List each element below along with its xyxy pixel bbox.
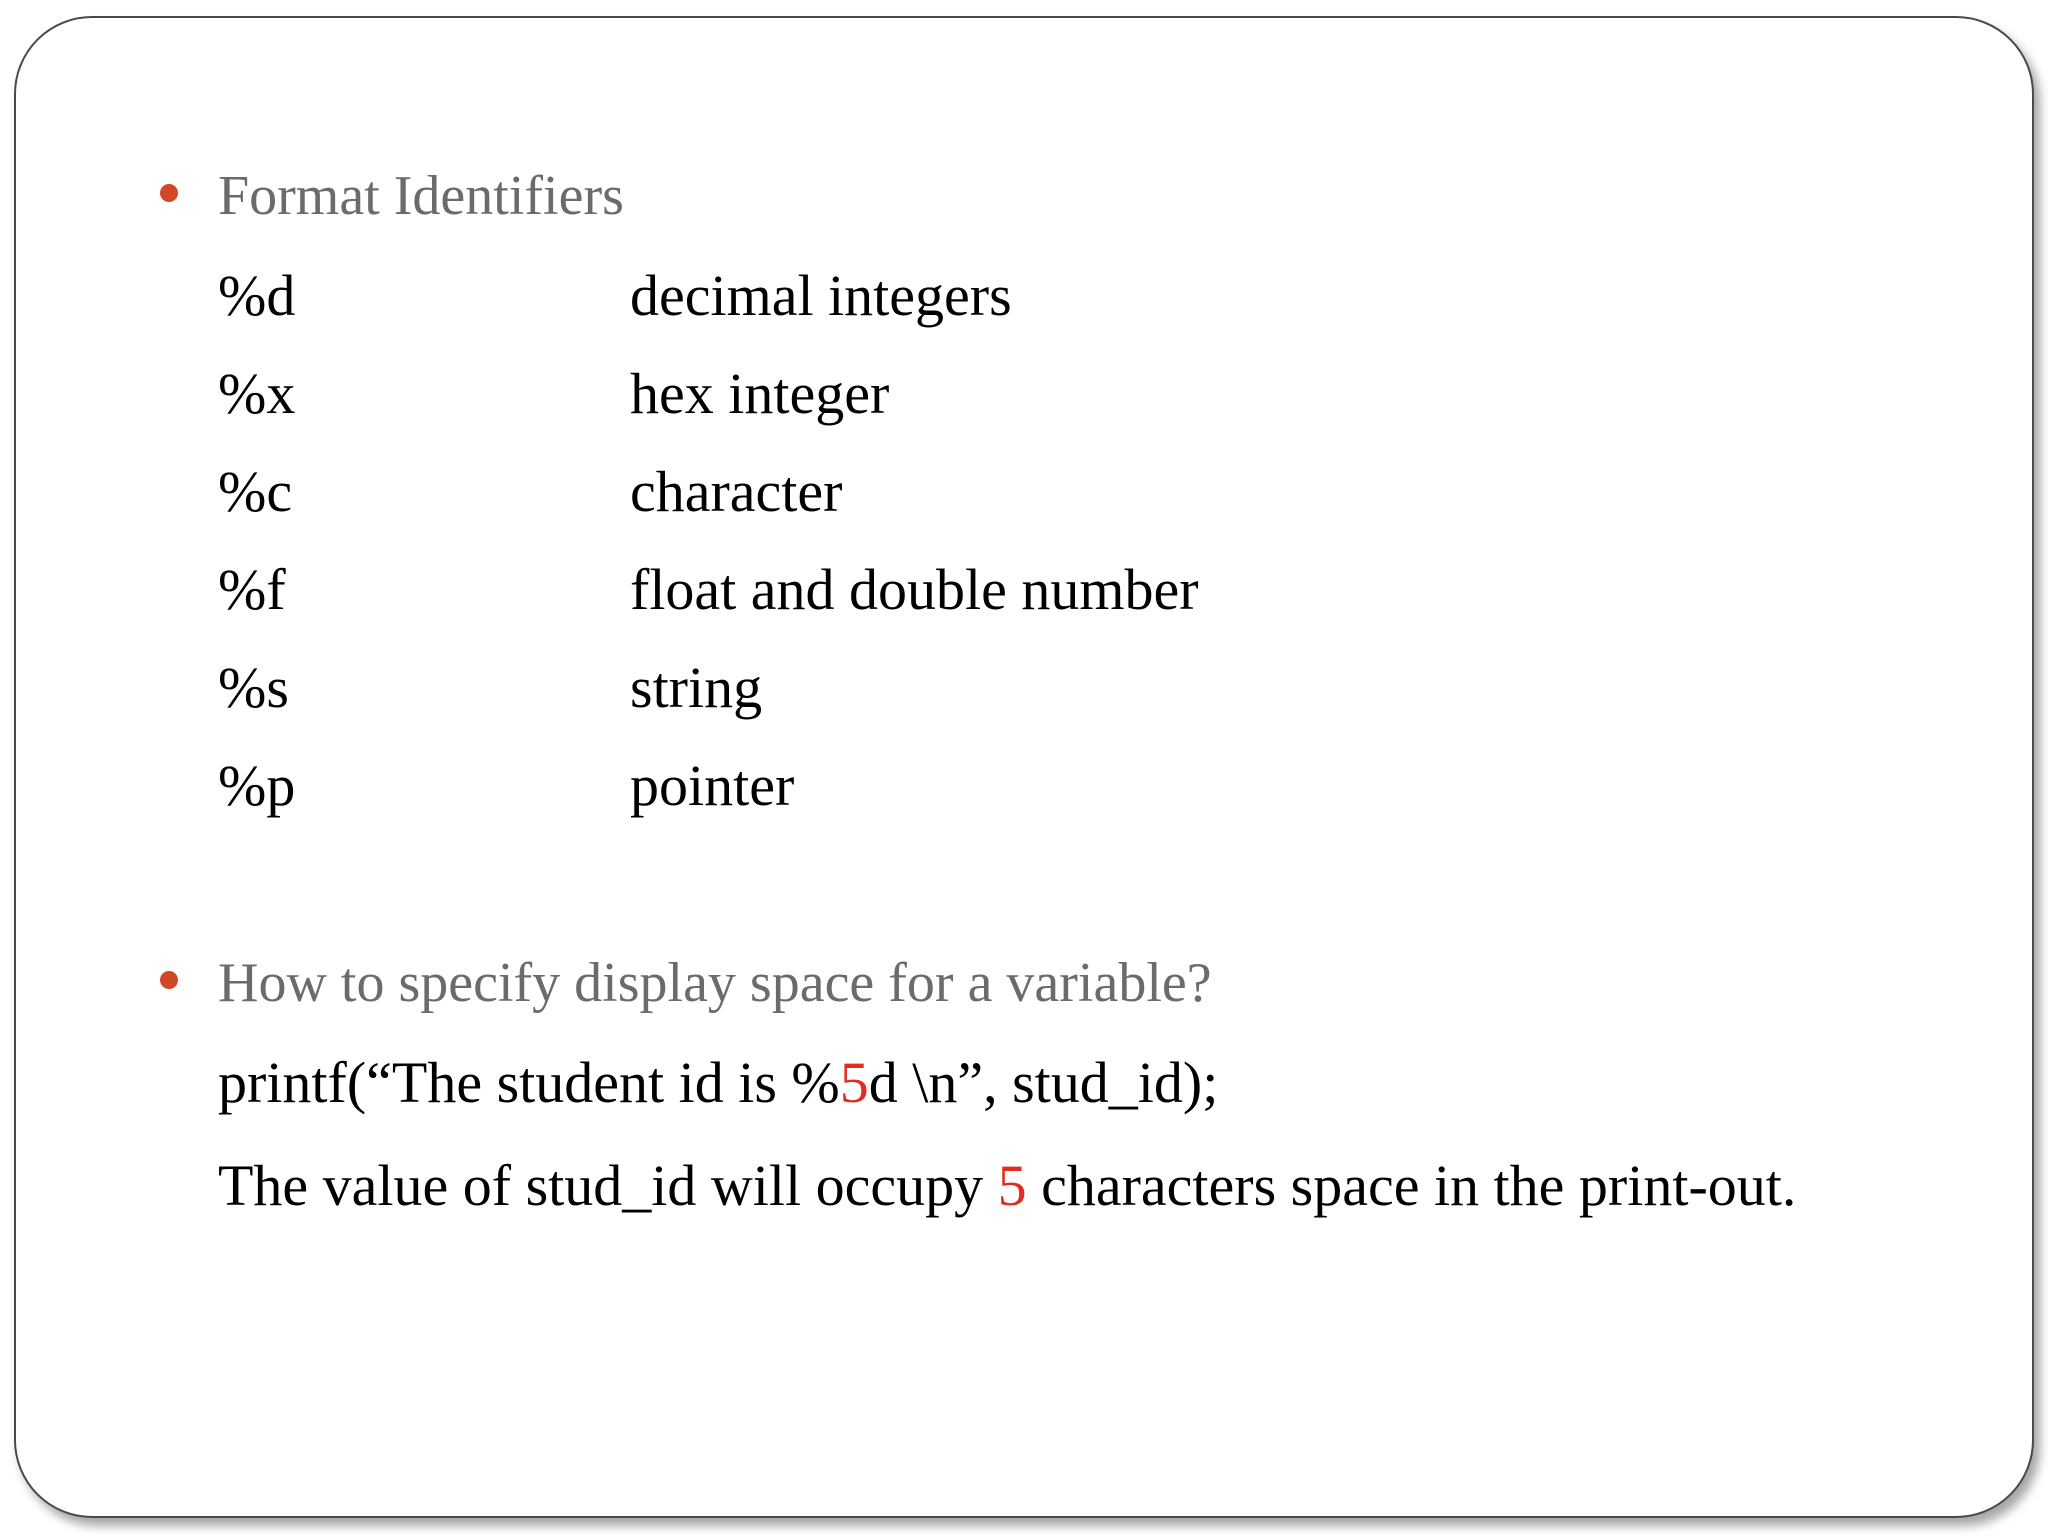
printf-after: d \n”, stud_id);: [868, 1050, 1219, 1115]
bullet-display-space: [160, 947, 1212, 1019]
format-spec: %x: [218, 361, 296, 426]
format-row: [218, 554, 1199, 626]
format-spec: %f: [218, 557, 286, 622]
format-row: [218, 358, 889, 430]
format-spec: %c: [218, 459, 293, 524]
format-description: hex integer: [630, 361, 890, 426]
printf-width-highlight: 5: [839, 1050, 869, 1115]
bullet-heading: How to specify display space for a variable?: [218, 952, 1212, 1014]
explanation-width-highlight: 5: [997, 1153, 1027, 1218]
format-row: [218, 260, 1012, 332]
explanation-after: characters space in the print-out.: [1026, 1153, 1797, 1218]
bullet-icon: [160, 971, 178, 989]
printf-example: [218, 1043, 1218, 1123]
printf-before: printf(“The student id is %: [218, 1050, 840, 1115]
explanation-before: The value of stud_id will occupy: [218, 1153, 998, 1218]
format-description: character: [630, 459, 843, 524]
bullet-format-identifiers: [160, 160, 624, 232]
explanation-paragraph: [218, 1145, 1818, 1227]
format-spec: %s: [218, 655, 289, 720]
format-description: decimal integers: [630, 263, 1012, 328]
format-spec: %p: [218, 753, 296, 818]
format-row: [218, 652, 762, 724]
format-row: [218, 750, 794, 822]
format-description: string: [630, 655, 763, 720]
format-row: [218, 456, 842, 528]
bullet-icon: [160, 184, 178, 202]
format-description: float and double number: [630, 557, 1199, 622]
format-spec: %d: [218, 263, 296, 328]
bullet-heading: Format Identifiers: [218, 165, 624, 227]
format-description: pointer: [630, 753, 795, 818]
